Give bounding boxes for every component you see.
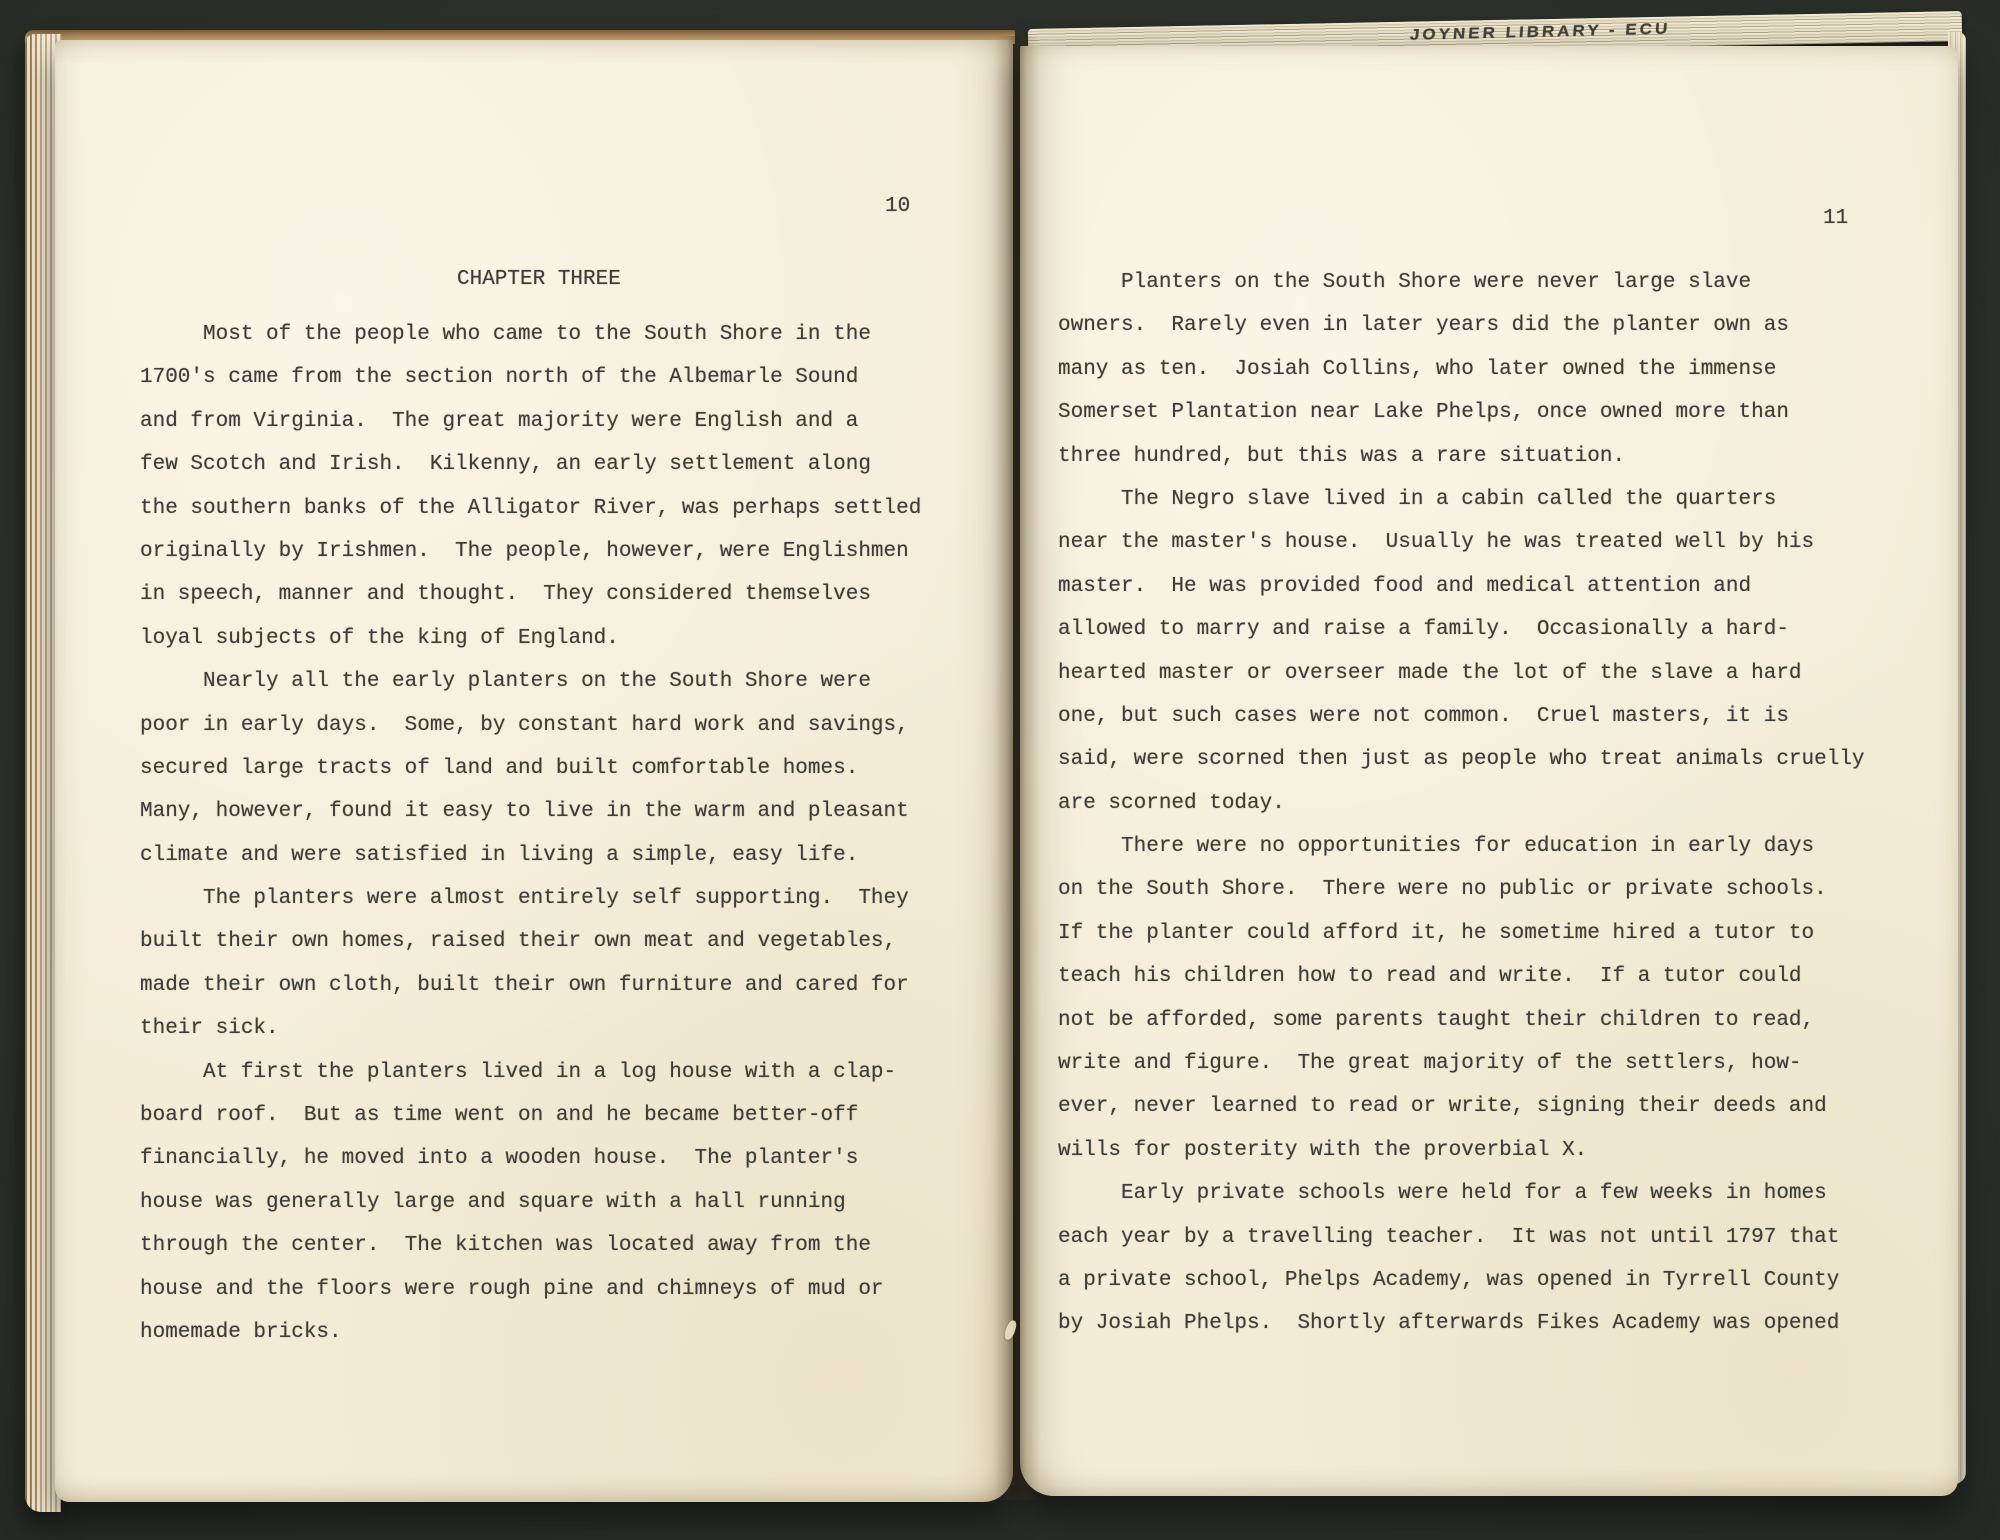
text-line: originally by Irishmen. The people, however, were Englishmen (140, 539, 909, 563)
text-line: homemade bricks. (140, 1320, 342, 1344)
text-line: loyal subjects of the king of England. (140, 626, 619, 650)
text-line: the southern banks of the Alligator River, was perhaps settled (140, 496, 922, 520)
text-line: write and figure. The great majority of the settlers, how- (1058, 1052, 1802, 1076)
text-line: a private school, Phelps Academy, was opened in Tyrrell County (1058, 1268, 1840, 1292)
text-line: Most of the people who came to the South Shore in the (140, 323, 871, 346)
text-line: by Josiah Phelps. Shortly afterwards Fikes Academy was opened (1058, 1312, 1840, 1336)
text-line: teach his children how to read and write. If a tutor could (1058, 965, 1802, 989)
right-page-text (1058, 261, 1865, 1346)
text-line: owners. Rarely even in later years did the planter own as (1058, 314, 1789, 338)
chapter-heading: CHAPTER THREE (457, 268, 621, 291)
text-line: through the center. The kitchen was located away from the (140, 1234, 871, 1258)
text-line: wills for posterity with the proverbial X. (1058, 1138, 1588, 1162)
text-line: There were no opportunities for education in early days (1058, 835, 1815, 859)
text-line: financially, he moved into a wooden house. The planter's (140, 1147, 859, 1171)
text-line: said, were scorned then just as people who treat animals cruelly (1058, 748, 1865, 772)
page-number-left: 10 (885, 195, 911, 218)
text-line: The planters were almost entirely self supporting. They (140, 887, 909, 911)
text-line: each year by a travelling teacher. It was not until 1797 that (1058, 1225, 1840, 1249)
text-line: few Scotch and Irish. Kilkenny, an early settlement along (140, 453, 871, 477)
text-line: Early private schools were held for a few weeks in homes (1058, 1182, 1827, 1206)
text-line: house was generally large and square with a hall running (140, 1190, 846, 1214)
page-number-right: 11 (1823, 207, 1849, 230)
text-line: in speech, manner and thought. They considered themselves (140, 583, 871, 607)
text-line: If the planter could afford it, he sometime hired a tutor to (1058, 921, 1815, 945)
text-line: built their own homes, raised their own meat and vegetables, (140, 930, 897, 954)
text-line: their sick. (140, 1017, 279, 1041)
text-line: house and the floors were rough pine and chimneys of mud or (140, 1277, 884, 1301)
text-line: hearted master or overseer made the lot of the slave a hard (1058, 661, 1802, 685)
text-line: three hundred, but this was a rare situation. (1058, 444, 1626, 468)
text-line: ever, never learned to read or write, signing their deeds and (1058, 1095, 1827, 1119)
text-line: climate and were satisfied in living a simple, easy life. (140, 843, 859, 867)
text-line: one, but such cases were not common. Cruel masters, it is (1058, 704, 1789, 728)
left-page-text (140, 313, 921, 1354)
text-line: near the master's house. Usually he was treated well by his (1058, 531, 1815, 555)
text-line: not be afforded, some parents taught their children to read, (1058, 1008, 1815, 1032)
text-line: The Negro slave lived in a cabin called the quarters (1058, 487, 1777, 511)
text-line: At first the planters lived in a log house with a clap- (140, 1060, 897, 1084)
text-line: board roof. But as time went on and he became better-off (140, 1104, 859, 1128)
right-page (1020, 46, 1958, 1496)
text-line: many as ten. Josiah Collins, who later owned the immense (1058, 357, 1777, 381)
text-line: Many, however, found it easy to live in the warm and pleasant (140, 800, 909, 824)
text-line: are scorned today. (1058, 791, 1285, 815)
text-line: and from Virginia. The great majority were English and a (140, 409, 859, 433)
text-line: on the South Shore. There were no public or private schools. (1058, 878, 1827, 902)
library-stamp: JOYNER LIBRARY - ECU (1409, 20, 1671, 44)
text-line: master. He was provided food and medical attention and (1058, 574, 1752, 598)
text-line: 1700's came from the section north of the Albemarle Sound (140, 366, 859, 390)
text-line: poor in early days. Some, by constant hard work and savings, (140, 713, 909, 737)
text-line: allowed to marry and raise a family. Occasionally a hard- (1058, 618, 1789, 642)
text-line: Somerset Plantation near Lake Phelps, once owned more than (1058, 401, 1789, 425)
text-line: secured large tracts of land and built comfortable homes. (140, 756, 859, 780)
text-line: Nearly all the early planters on the South Shore were (140, 670, 871, 694)
left-page (55, 40, 1013, 1502)
text-line: made their own cloth, built their own furniture and cared for (140, 973, 909, 997)
text-line: Planters on the South Shore were never large slave (1058, 271, 1752, 294)
